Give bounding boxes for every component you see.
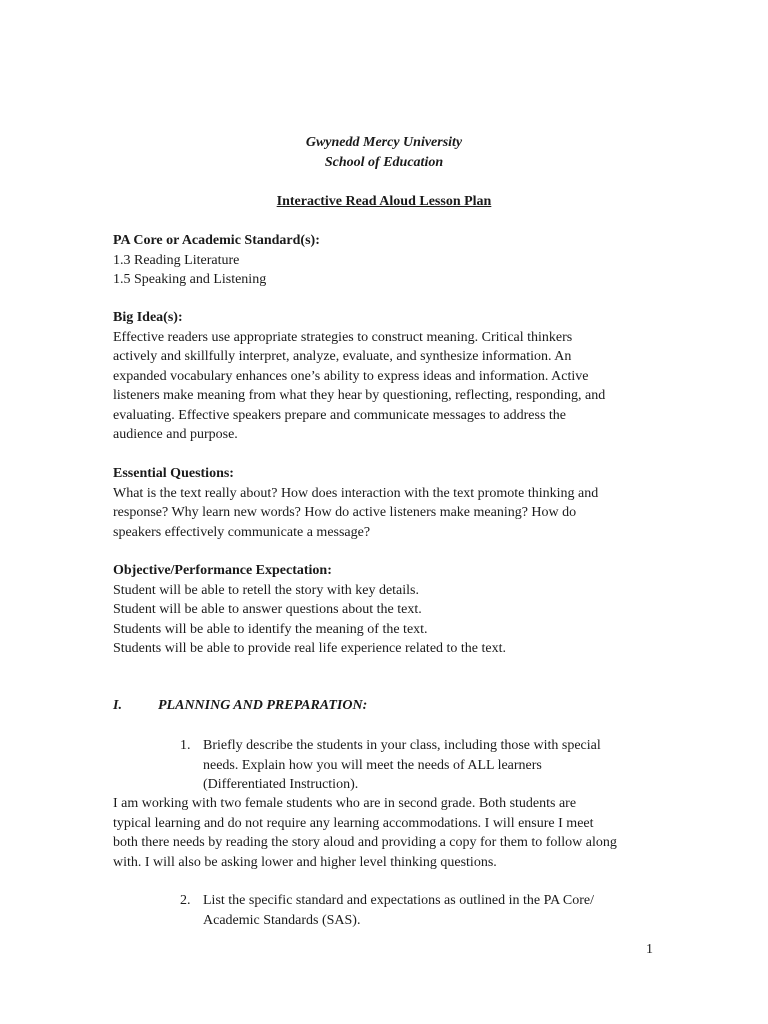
- objective-line: Student will be able to retell the story with key details.: [113, 582, 419, 598]
- objective-line: Students will be able to identify the meaning of the text.: [113, 621, 428, 637]
- essential-questions-line: speakers effectively communicate a message?: [113, 524, 371, 540]
- big-ideas-line: listeners make meaning from what they hear by questioning, reflecting, responding, and: [113, 388, 606, 403]
- answer-line: typical learning and do not require any learning accommodations. I will ensure I meet: [113, 815, 594, 831]
- big-ideas-section: [113, 308, 673, 445]
- university-name: Gwynedd Mercy University: [305, 135, 463, 150]
- page-number: 1: [646, 942, 653, 957]
- section-number: I.: [113, 698, 122, 713]
- essential-questions-heading: Essential Questions:: [113, 466, 234, 481]
- big-ideas-line: audience and purpose.: [113, 427, 238, 442]
- big-ideas-line: evaluating. Effective speakers prepare and communicate messages to address the: [113, 407, 567, 423]
- list-item-line: List the specific standard and expectations as outlined in the PA Core/: [203, 893, 595, 908]
- section-title: PLANNING AND PREPARATION:: [158, 698, 368, 713]
- essential-questions-line: What is the text really about? How does interaction with the text promote thinking and: [113, 485, 599, 501]
- standards-section: [113, 231, 673, 290]
- list-item-number: 1.: [180, 738, 191, 753]
- objective-line: Student will be able to answer questions about the text.: [113, 602, 422, 617]
- standard-item: 1.3 Reading Literature: [113, 252, 240, 268]
- big-ideas-heading: Big Idea(s):: [113, 310, 183, 325]
- essential-questions-section: [113, 464, 673, 542]
- big-ideas-line: expanded vocabulary enhances one’s ability to express ideas and information. Active: [113, 368, 589, 384]
- objective-line: Students will be able to provide real life experience related to the text.: [113, 641, 507, 656]
- school-name: School of Education: [324, 155, 444, 170]
- big-ideas-line: actively and skillfully interpret, analyze, evaluate, and synthesize information. An: [113, 349, 572, 364]
- list-item-text: [203, 736, 601, 795]
- answer-line: I am working with two female students who are in second grade. Both students are: [113, 796, 577, 811]
- list-item-text: [203, 891, 594, 930]
- list-item-line: Briefly describe the students in your class, including those with special: [203, 738, 601, 753]
- standard-item: 1.5 Speaking and Listening: [113, 272, 267, 287]
- list-item-line: (Differentiated Instruction).: [203, 777, 359, 792]
- big-ideas-line: Effective readers use appropriate strategies to construct meaning. Critical thinkers: [113, 329, 573, 345]
- objectives-section: [113, 561, 673, 659]
- standards-heading: PA Core or Academic Standard(s):: [113, 233, 320, 248]
- objectives-heading: Objective/Performance Expectation:: [113, 563, 332, 578]
- essential-questions-line: response? Why learn new words? How do active listeners make meaning? How do: [113, 505, 577, 520]
- answer-paragraph: [113, 794, 673, 872]
- list-item-number: 2.: [180, 893, 191, 908]
- list-item-line: needs. Explain how you will meet the needs of ALL learners: [203, 757, 542, 773]
- answer-line: with. I will also be asking lower and higher level thinking questions.: [113, 854, 497, 870]
- lesson-plan-title: Interactive Read Aloud Lesson Plan: [276, 194, 492, 209]
- list-item-line: Academic Standards (SAS).: [203, 912, 361, 928]
- answer-line: both there needs by reading the story aloud and providing a copy for them to follow along: [113, 835, 617, 850]
